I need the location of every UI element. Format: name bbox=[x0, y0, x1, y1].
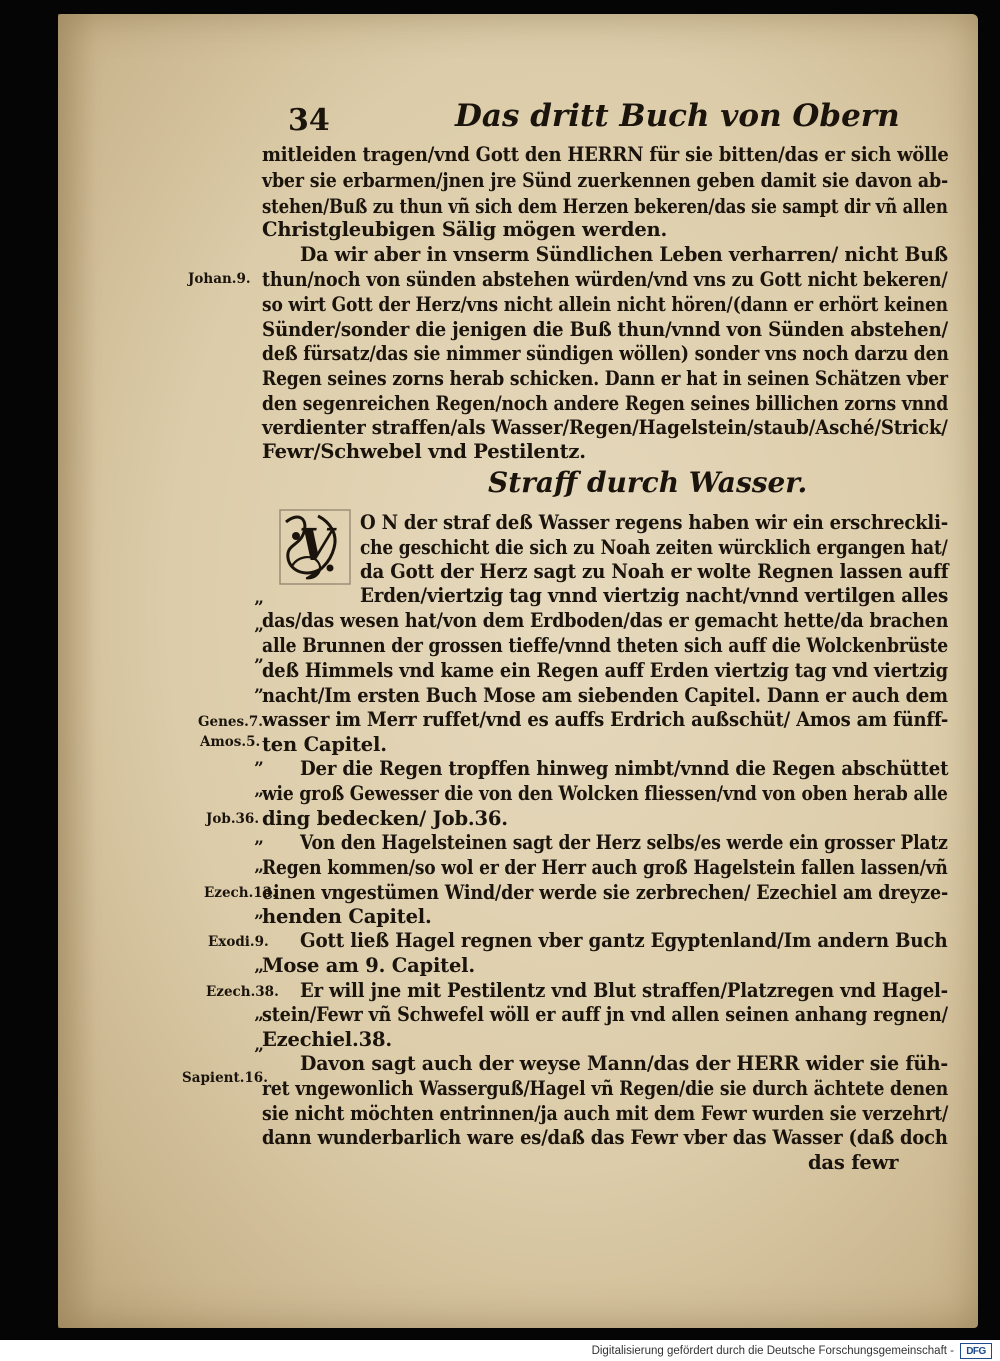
text-line: Regen seines zorns herab schicken. Dann er hat in seinen Schätzen vber bbox=[262, 367, 948, 390]
margin-note: Amos.5. bbox=[200, 734, 261, 750]
text-line: einen vngestümen Wind/der werde sie zerbrechen/ Ezechiel am dreyze- bbox=[262, 881, 949, 904]
text-line: Mose am 9. Capitel. bbox=[262, 954, 475, 977]
text-line: den segenreichen Regen/noch andere Regen seines billichen zorns vnnd bbox=[262, 392, 949, 415]
text-line: ret vngewonlich Wasserguß/Hagel vñ Regen/die sie durch ächtete denen bbox=[262, 1077, 949, 1100]
quote-mark: ” bbox=[254, 656, 264, 676]
text-line: mitleiden tragen/vnd Gott den HERRN für sie bitten/das er sich wölle bbox=[262, 143, 949, 166]
text-line: Davon sagt auch der weyse Mann/das der HERR wider sie füh- bbox=[300, 1052, 949, 1075]
quote-mark: ” bbox=[254, 790, 264, 810]
quote-mark: ” bbox=[254, 759, 264, 779]
text-line: so wirt Gott der Herz/vns nicht allein nicht hören/(dann er erhört keinen bbox=[262, 293, 948, 316]
text-line: da Gott der Herz sagt zu Noah er wolte Regnen lassen auff bbox=[360, 560, 949, 583]
text-line: dann wunderbarlich ware es/daß das Fewr vber das Wasser (daß doch bbox=[262, 1126, 948, 1149]
text-line: Sünder/sonder die jenigen die Buß thun/vnnd von Sünden abstehen/ bbox=[262, 318, 948, 341]
quote-mark: ” bbox=[254, 686, 264, 706]
digitization-credit bbox=[592, 1341, 992, 1361]
text-line: alle Brunnen der grossen tieffe/vnnd theten sich auff die Wolckenbrüste bbox=[262, 634, 949, 657]
text-line: thun/noch von sünden abstehen würden/vnd vns zu Gott nicht bekeren/ bbox=[262, 268, 948, 291]
text-line: verdienter straffen/als Wasser/Regen/Hagelstein/staub/Asché/Strick/ bbox=[262, 416, 948, 439]
section-title: Straff durch Wasser. bbox=[488, 466, 808, 499]
text-line: sie nicht möchten entrinnen/ja auch mit dem Fewr wurden sie verzehrt/ bbox=[262, 1102, 949, 1125]
dfg-logo: DFG bbox=[960, 1343, 992, 1359]
margin-note: Ezech.13. bbox=[204, 885, 277, 901]
credit-text: Digitalisierung gefördert durch die Deutsche Forschungsgemeinschaft - bbox=[591, 1345, 954, 1357]
text-line: deß Himmels vnd kame ein Regen auff Erden viertzig tag vnd viertzig bbox=[262, 659, 948, 682]
text-line: Regen kommen/so wol er der Herr auch groß Hagelstein fallen lassen/vñ bbox=[262, 856, 948, 879]
quote-mark: ” bbox=[254, 1045, 264, 1065]
text-line: che geschicht die sich zu Noah zeiten würcklich ergangen hat/ bbox=[360, 536, 948, 559]
margin-note: Sapient.16. bbox=[182, 1070, 268, 1086]
text-line: ten Capitel. bbox=[262, 733, 387, 756]
text-line: Erden/viertzig tag vnnd viertzig nacht/vnnd vertilgen alles bbox=[360, 584, 949, 607]
drop-initial-letter: V bbox=[298, 520, 334, 571]
text-line: Von den Hagelsteinen sagt der Herz selbs/es werde ein grosser Platz bbox=[300, 831, 948, 854]
text-line: wie groß Gewesser die von den Wolcken fliessen/vnd von oben herab alle bbox=[262, 782, 948, 805]
text-line: Christgleubigen Sälig mögen werden. bbox=[262, 218, 668, 241]
text-line: Der die Regen tropffen hinweg nimbt/vnnd die Regen abschüttet bbox=[300, 757, 949, 780]
quote-mark: ” bbox=[254, 866, 264, 886]
paper-binding-shadow bbox=[58, 14, 96, 1328]
text-line: nacht/Im ersten Buch Mose am siebenden Capitel. Dann er auch dem bbox=[262, 684, 948, 707]
text-line: das/das wesen hat/von dem Erdboden/das er gemacht hette/da brachen bbox=[262, 609, 949, 632]
running-title: Das dritt Buch von Obern bbox=[455, 98, 900, 134]
catchword: das fewr bbox=[808, 1151, 899, 1174]
quote-mark: ” bbox=[254, 598, 264, 618]
text-line: Fewr/Schwebel vnd Pestilentz. bbox=[262, 440, 586, 463]
quote-mark: ” bbox=[254, 912, 264, 932]
text-line: O N der straf deß Wasser regens haben wir ein erschreckli- bbox=[360, 511, 949, 534]
quote-mark: ” bbox=[254, 1014, 264, 1034]
text-line: stein/Fewr vñ Schwefel wöll er auff jn vnd allen seinen anhang regnen/ bbox=[262, 1003, 948, 1026]
margin-note: Exodi.9. bbox=[208, 934, 269, 950]
text-line: Gott ließ Hagel regnen vber gantz Egyptenland/Im andern Buch bbox=[300, 929, 948, 952]
text-line: ding bedecken/ Job.36. bbox=[262, 807, 508, 830]
text-line: Er will jne mit Pestilentz vnd Blut straffen/Platzregen vnd Hagel- bbox=[300, 979, 948, 1002]
quote-mark: ” bbox=[254, 625, 264, 645]
margin-note: Job.36. bbox=[206, 811, 260, 827]
text-line: henden Capitel. bbox=[262, 905, 432, 928]
text-line: Ezechiel.38. bbox=[262, 1028, 392, 1051]
margin-note: Johan.9. bbox=[188, 271, 251, 287]
text-line: vber sie erbarmen/jnen jre Sünd zuerkennen geben damit sie davon ab- bbox=[262, 169, 949, 192]
text-line: wasser im Merr ruffet/vnd es auffs Erdrich außschüt/ Amos am fünff- bbox=[262, 708, 949, 731]
quote-mark: ” bbox=[254, 966, 264, 986]
quote-mark: ” bbox=[254, 838, 264, 858]
page-number: 34 bbox=[288, 103, 330, 138]
margin-note: Genes.7. bbox=[198, 714, 263, 730]
text-line: deß fürsatz/das sie nimmer sündigen wöllen) sonder vns noch darzu den bbox=[262, 342, 949, 365]
text-line: stehen/Buß zu thun vñ sich dem Herzen bekeren/das sie sampt dir vñ allen bbox=[262, 195, 948, 218]
drop-initial-ornament bbox=[278, 508, 352, 586]
margin-note: Ezech.38. bbox=[206, 984, 279, 1000]
text-line: Da wir aber in vnserm Sündlichen Leben verharren/ nicht Buß bbox=[300, 243, 948, 266]
